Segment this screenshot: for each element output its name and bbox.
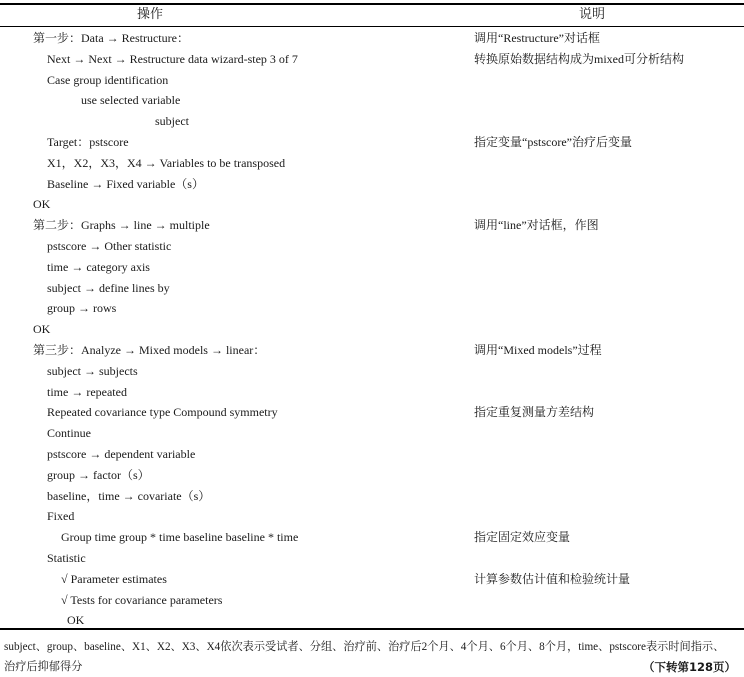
- operation-cell: Case group identification: [47, 72, 169, 87]
- table-row: [0, 215, 744, 236]
- operation-cell: Repeated covariance type Compound symmetry: [47, 405, 278, 420]
- operation-cell: Next → Next → Restructure data wizard-step 3 of 7: [47, 51, 298, 66]
- description-cell: 调用“line”对话框，作图: [474, 218, 599, 233]
- footnote-line-2: [4, 657, 740, 677]
- operation-cell: group → factor（s）: [47, 467, 150, 482]
- table-row: [0, 423, 744, 444]
- table-row: [0, 174, 744, 195]
- continued-note: （下转第128页）: [642, 660, 736, 674]
- operation-cell: OK: [33, 197, 51, 212]
- table-row: [0, 49, 744, 70]
- operation-cell: use selected variable: [81, 93, 181, 108]
- table-bottom-rule: [0, 628, 744, 630]
- table-row: [0, 590, 744, 611]
- description-cell: 调用“Restructure”对话框: [474, 31, 600, 45]
- operation-cell: √ Tests for covariance parameters: [61, 592, 223, 607]
- operation-cell: pstscore → Other statistic: [47, 238, 172, 253]
- description-cell: 转换原始数据结构成为mixed可分析结构: [474, 51, 684, 66]
- operation-cell: X1，X2，X3，X4 → Variables to be transposed: [47, 155, 286, 170]
- operation-cell: OK: [33, 322, 51, 337]
- operation-cell: Statistic: [47, 550, 86, 565]
- table-row: [0, 194, 744, 215]
- table-row: [0, 444, 744, 465]
- operation-cell: Fixed: [47, 509, 75, 524]
- description-cell: 计算参数估计值和检验统计量: [474, 571, 631, 586]
- table-row: [0, 153, 744, 174]
- operation-cell: Group time group * time baseline baseline * time: [61, 530, 299, 545]
- header-description: 说明: [578, 7, 605, 22]
- table-row: [0, 111, 744, 132]
- operation-cell: Continue: [47, 426, 91, 441]
- table-row: [0, 402, 744, 423]
- table-row: [0, 361, 744, 382]
- table-row: [0, 340, 744, 361]
- table-row: [0, 28, 744, 49]
- table-row: [0, 132, 744, 153]
- operation-cell: subject → define lines by: [47, 280, 170, 295]
- table-top-rule: [0, 3, 744, 5]
- table-row: [0, 278, 744, 299]
- description-cell: 指定重复测量方差结构: [474, 405, 595, 420]
- table-row: [0, 70, 744, 91]
- table-row: [0, 569, 744, 590]
- operation-cell: subject: [155, 114, 189, 129]
- table-row: [0, 486, 744, 507]
- table-body: [0, 28, 744, 631]
- footnote-line: subject、group、baseline、X1、X2、X3、X4依次表示受试者、分组、治疗前、治疗后2个月、4个月、6个月、8个月，time、pstscore表示时间指示、: [4, 641, 725, 653]
- operation-cell: subject → subjects: [47, 363, 138, 378]
- operation-cell: OK: [67, 613, 85, 628]
- operation-cell: Target：pstscore: [47, 134, 129, 149]
- operation-cell: time → repeated: [47, 384, 127, 399]
- operation-cell: 第三步：Analyze → Mixed models → linear：: [33, 342, 266, 357]
- table-header-rule: [0, 26, 744, 27]
- table-footnote: [4, 637, 740, 677]
- operation-cell: baseline，time → covariate（s）: [47, 488, 211, 503]
- table-row: [0, 236, 744, 257]
- operation-cell: Baseline → Fixed variable（s）: [47, 176, 204, 191]
- description-cell: 指定固定效应变量: [474, 530, 571, 545]
- operation-cell: group → rows: [47, 301, 117, 316]
- description-cell: 调用“Mixed models”过程: [474, 342, 602, 357]
- table-row: [0, 548, 744, 569]
- operation-cell: 第一步：Data → Restructure：: [33, 31, 189, 45]
- table-row: [0, 257, 744, 278]
- header-operation: 操作: [136, 7, 163, 22]
- table-row: [0, 506, 744, 527]
- table-row: [0, 298, 744, 319]
- operation-cell: pstscore → dependent variable: [47, 446, 196, 461]
- operation-cell: √ Parameter estimates: [61, 571, 167, 586]
- operation-cell: time → category axis: [47, 259, 150, 274]
- operation-cell: 第二步：Graphs → line → multiple: [33, 218, 210, 233]
- description-cell: 指定变量“pstscore”治疗后变量: [474, 134, 632, 149]
- table-row: [0, 319, 744, 340]
- table-row: [0, 465, 744, 486]
- table-row: [0, 382, 744, 403]
- footnote-text: 治疗后抑郁得分: [4, 661, 83, 673]
- table-row: [0, 90, 744, 111]
- table-row: [0, 527, 744, 548]
